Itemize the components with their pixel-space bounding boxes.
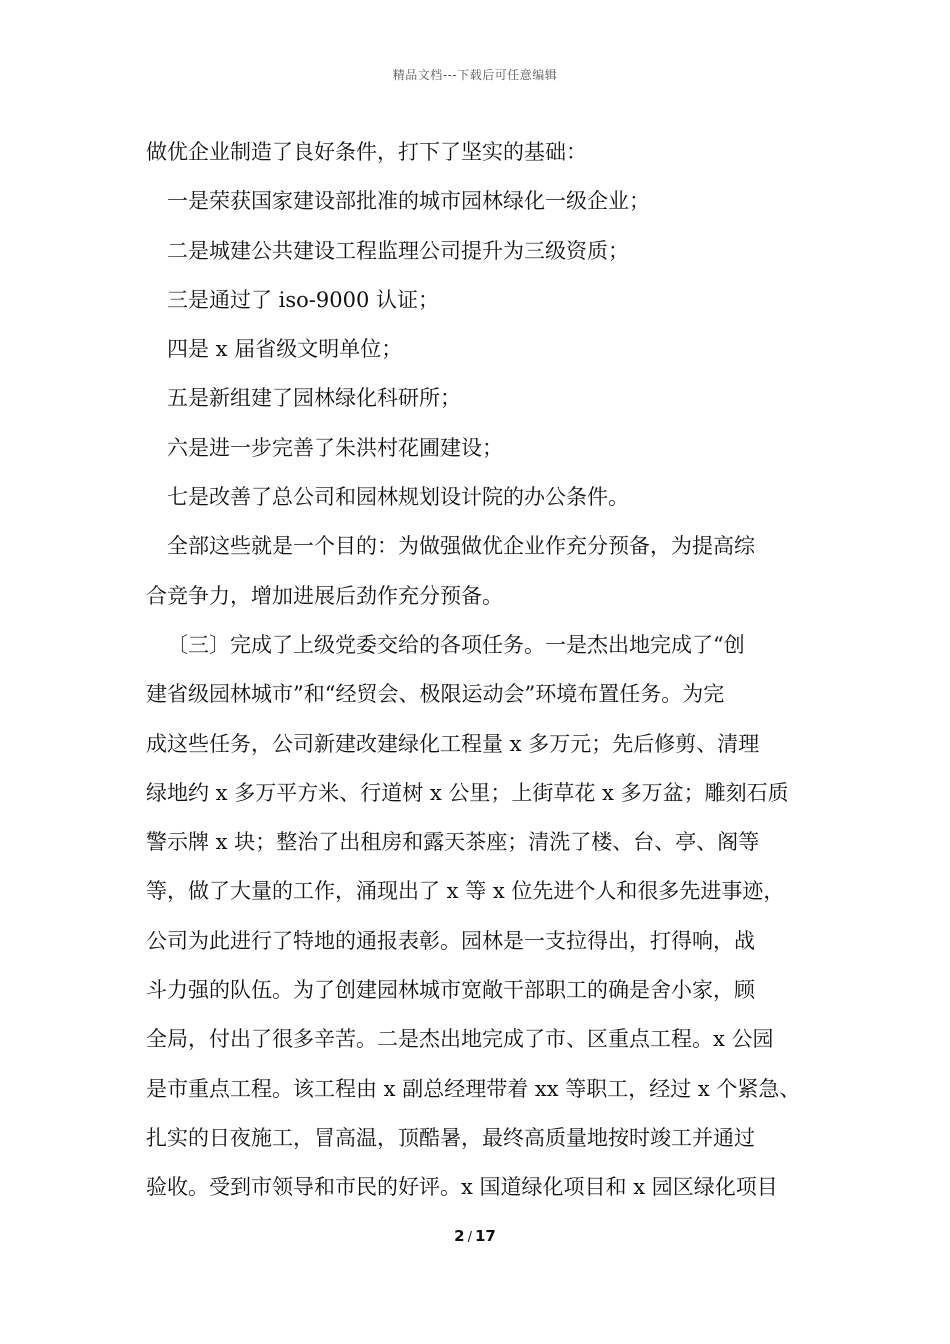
paragraph-line: 全局，付出了很多辛苦。二是杰出地完成了市、区重点工程。x 公园 — [146, 1027, 774, 1052]
paragraph-line: 建省级园林城市”和“经贸会、极限运动会”环境布置任务。为完 — [146, 682, 725, 707]
paragraph-line: 成这些任务，公司新建改建绿化工程量 x 多万元；先后修剪、清理 — [146, 731, 760, 756]
paragraph-line: 斗力强的队伍。为了创建园林城市宽敞干部职工的确是舍小家，顾 — [146, 978, 755, 1003]
paragraph-line: 绿地约 x 多万平方米、行道树 x 公里；上街草花 x 多万盆；雕刻石质 — [146, 780, 789, 805]
page-number — [0, 1227, 950, 1245]
page-header: 精品文档---下载后可任意编辑 — [392, 68, 558, 82]
paragraph-line: 等，做了大量的工作，涌现出了 x 等 x 位先进个人和很多先进事迹， — [146, 879, 785, 904]
paragraph-line: 〔三〕完成了上级党委交给的各项任务。一是杰出地完成了“创 — [167, 632, 745, 657]
paragraph-line: 警示牌 x 块；整治了出租房和露天茶座；清洗了楼、台、亭、阁等 — [146, 830, 760, 855]
paragraph-line: 一是荣获国家建设部批准的城市园林绿化一级企业； — [167, 189, 650, 214]
current-page-number: 2 — [454, 1227, 465, 1245]
paragraph-line: 验收。受到市领导和市民的好评。x 国道绿化项目和 x 园区绿化项目 — [146, 1175, 778, 1200]
paragraph-line: 公司为此进行了特地的通报表彰。园林是一支拉得出，打得响，战 — [146, 928, 755, 953]
paragraph-line: 三是通过了 iso-9000 认证； — [167, 287, 440, 312]
page-separator: / — [467, 1230, 472, 1245]
document-body — [146, 128, 818, 1213]
paragraph-line: 扎实的日夜施工，冒高温，顶酷暑，最终高质量地按时竣工并通过 — [146, 1125, 755, 1150]
paragraph-line: 合竞争力，增加进展后劲作充分预备。 — [146, 583, 503, 608]
paragraph-line: 二是城建公共建设工程监理公司提升为三级资质； — [167, 238, 629, 263]
paragraph-line: 全部这些就是一个目的：为做强做优企业作充分预备，为提高综 — [167, 534, 755, 559]
paragraph-line: 是市重点工程。该工程由 x 副总经理带着 xx 等职工，经过 x 个紧急、 — [146, 1076, 801, 1101]
paragraph-line: 做优企业制造了良好条件，打下了坚实的基础： — [146, 140, 587, 164]
paragraph-line: 五是新组建了园林绿化科研所； — [167, 386, 461, 411]
paragraph-line: 四是 x 届省级文明单位； — [167, 337, 403, 362]
paragraph-line: 六是进一步完善了朱洪村花圃建设； — [167, 435, 503, 460]
total-page-count: 17 — [474, 1227, 496, 1245]
paragraph-line: 七是改善了总公司和园林规划设计院的办公条件。 — [167, 485, 629, 510]
